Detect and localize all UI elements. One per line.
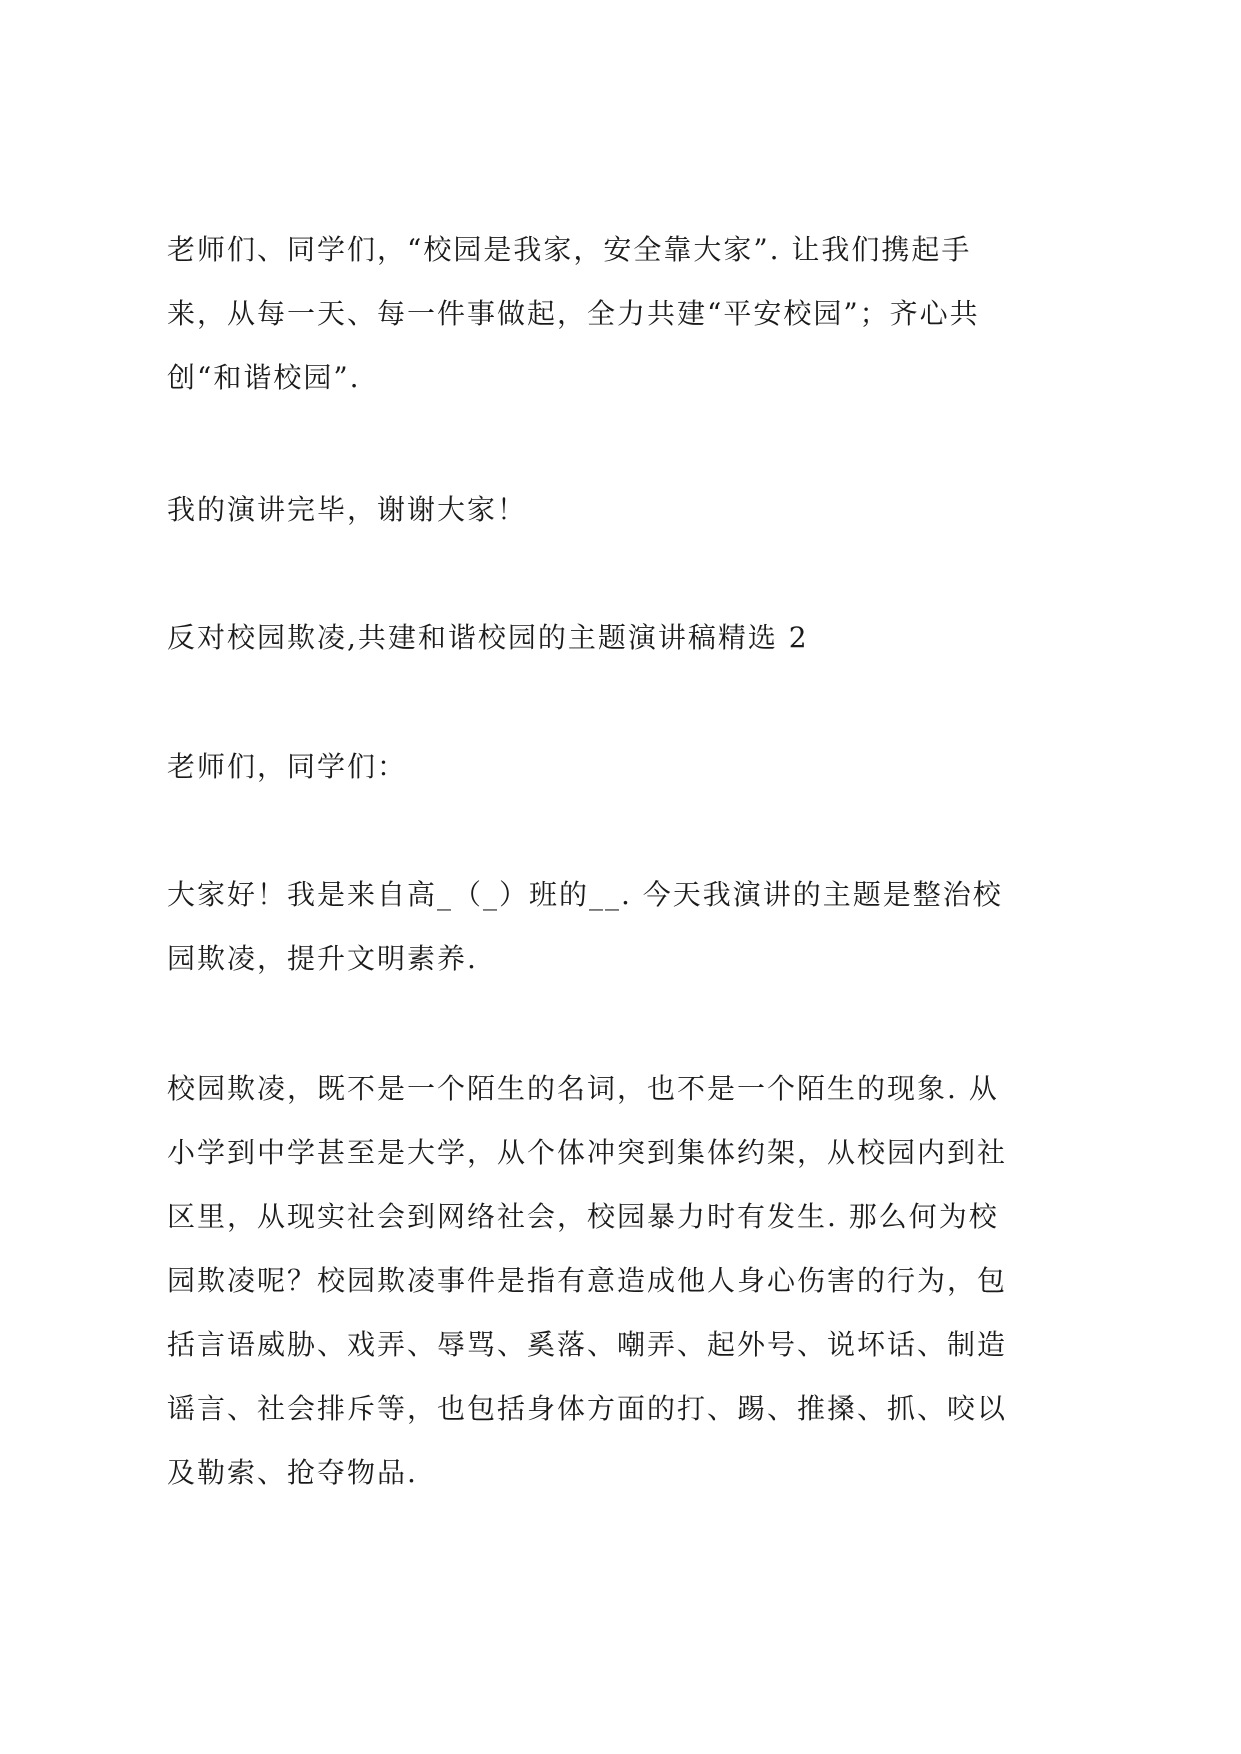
text-line: 园欺凌，提升文明素养. <box>167 942 478 975</box>
text-line: 括言语威胁、戏弄、辱骂、奚落、嘲弄、起外号、说坏话、制造 <box>167 1328 1008 1361</box>
text-line: 创“和谐校园”. <box>167 361 361 394</box>
text-line: 老师们，同学们： <box>167 750 408 783</box>
text-line: 校园欺凌，既不是一个陌生的名词，也不是一个陌生的现象. 从 <box>167 1072 999 1105</box>
text-line: 谣言、社会排斥等，也包括身体方面的打、踢、推搡、抓、咬以 <box>167 1392 1008 1425</box>
text-line: 及勒索、抢夺物品. <box>167 1456 418 1489</box>
text-line: 我的演讲完毕，谢谢大家！ <box>167 493 528 526</box>
text-line: 来，从每一天、每一件事做起，全力共建“平安校园”；齐心共 <box>167 297 980 330</box>
text-line: 园欺凌呢？校园欺凌事件是指有意造成他人身心伤害的行为，包 <box>167 1264 1008 1297</box>
text-line: 反对校园欺凌,共建和谐校园的主题演讲稿精选 2 <box>167 621 809 654</box>
closing-paragraph <box>167 218 1092 410</box>
text-line: 大家好！我是来自高_（_）班的__. 今天我演讲的主题是整治校 <box>167 878 1003 911</box>
text-line: 区里，从现实社会到网络社会，校园暴力时有发生. 那么何为校 <box>167 1200 999 1233</box>
text-line: 老师们、同学们，“校园是我家，安全靠大家”. 让我们携起手 <box>167 233 972 266</box>
text-line: 小学到中学甚至是大学，从个体冲突到集体约架，从校园内到社 <box>167 1136 1008 1169</box>
thanks-paragraph <box>167 478 1092 542</box>
section-heading <box>167 606 1092 670</box>
greeting-paragraph <box>167 863 1092 991</box>
body-paragraph <box>167 1057 1092 1505</box>
salutation-paragraph <box>167 735 1092 799</box>
